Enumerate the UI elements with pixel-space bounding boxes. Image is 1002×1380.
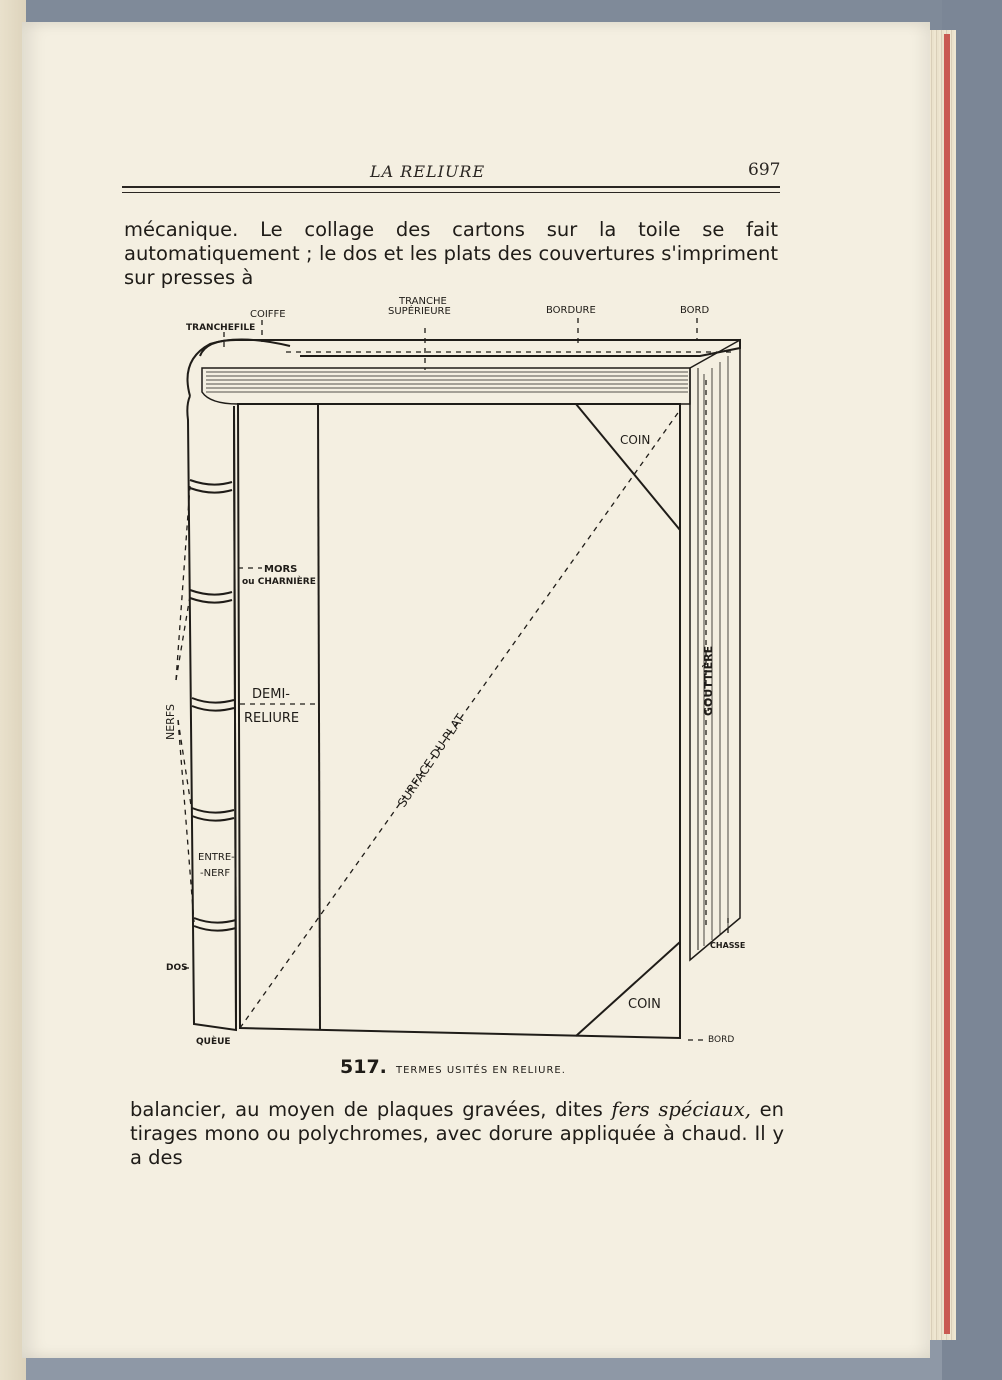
label-tranchefile: TRANCHEFILE	[186, 323, 256, 333]
band-1b	[190, 488, 232, 493]
header-rule-thin	[122, 192, 780, 193]
caption-text: TERMES USITÉS EN RELIURE.	[395, 1065, 566, 1076]
band-4b	[192, 816, 234, 821]
paragraph-top: mécanique. Le collage des cartons sur la toile se fait automatiquement ; le dos et les plats des couvertures s'impriment sur presses à	[124, 218, 778, 289]
label-charniere: ou CHARNIÈRE	[242, 577, 316, 587]
label-bordure: BORDURE	[546, 305, 596, 316]
band-2b	[190, 598, 232, 603]
running-title: LA RELIURE	[370, 162, 486, 181]
paragraph-bottom-after: en tirages mono ou polychromes, avec dorure appliquée à chaud. Il y a des	[130, 1098, 784, 1169]
label-coin-bottom: COIN	[628, 997, 661, 1012]
label-queue: QUÈUE	[196, 1037, 231, 1047]
paragraph-bottom-before: balancier, au moyen de plaques gravées, dites	[130, 1098, 612, 1121]
caption-number: 517.	[340, 1056, 387, 1078]
band-5b	[194, 926, 236, 931]
red-edge	[944, 34, 950, 1334]
nerfs-leader-2	[176, 596, 190, 680]
paragraph-bottom-italic: fers spéciaux,	[611, 1098, 751, 1121]
label-coiffe: COIFFE	[250, 309, 286, 320]
band-1	[190, 480, 232, 485]
band-5	[194, 918, 236, 923]
paragraph-bottom	[130, 1098, 784, 1170]
label-demi: DEMI-	[252, 687, 290, 702]
band-4	[192, 808, 234, 813]
demi-reliure-line	[318, 404, 320, 1030]
label-bord-top: BORD	[680, 305, 710, 316]
label-reliure: RELIURE	[244, 711, 300, 726]
figure-caption	[340, 1056, 566, 1078]
label-chasse: CHASSE	[710, 941, 746, 950]
label-nerf: -NERF	[200, 868, 231, 879]
label-surface: SURFACE DU PLAT	[394, 711, 468, 810]
band-3	[192, 698, 234, 703]
corner-bottom	[576, 942, 680, 1036]
top-board	[200, 340, 740, 356]
top-pages	[202, 368, 690, 404]
label-gouttiere: GOUTTIÈRE	[702, 645, 715, 716]
label-superieure: SUPÉRIEURE	[388, 306, 451, 317]
label-coin-top: COIN	[620, 433, 651, 447]
label-bord-bottom: BORD	[708, 1035, 735, 1045]
header-rule	[122, 186, 780, 188]
label-nerfs: NERFS	[164, 704, 177, 740]
band-2	[190, 590, 232, 595]
band-3b	[192, 706, 234, 711]
binding-diagram	[150, 290, 770, 1064]
label-entre: ENTRE-	[198, 852, 235, 863]
nerfs-leader-1	[176, 486, 190, 680]
page-number: 697	[748, 160, 781, 180]
corner-top	[576, 404, 680, 530]
nerfs-leader-3	[178, 720, 192, 812]
label-mors: MORS	[264, 564, 298, 575]
label-dos: DOS	[166, 963, 188, 973]
label-tranche: TRANCHE	[399, 296, 447, 307]
